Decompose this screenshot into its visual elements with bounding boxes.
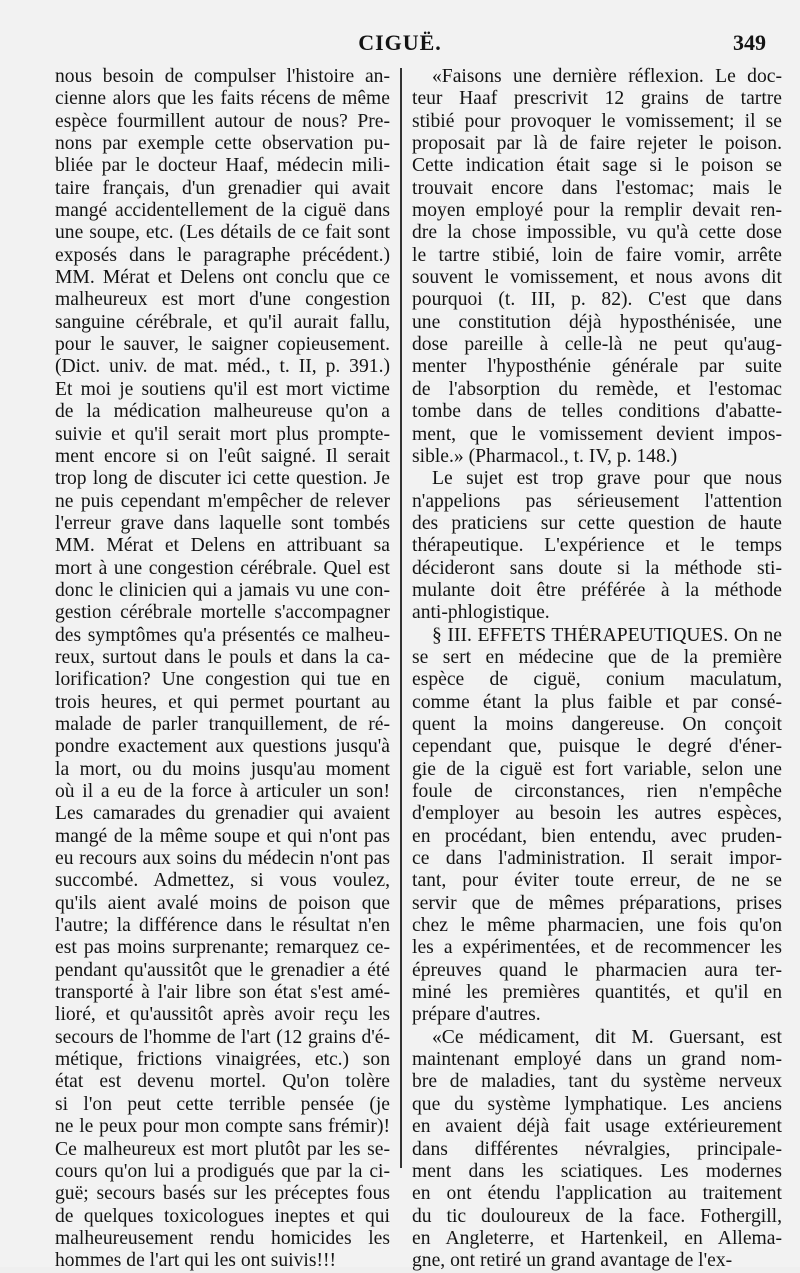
text-line: trouvait encore dans l'estomac; mais le [412, 177, 782, 199]
text-line: transporté à l'air libre son état s'est amé- [55, 982, 390, 1004]
page-number: 349 [733, 30, 766, 55]
text-line: mulante doit être préférée à la méthode [412, 579, 782, 601]
text-line: comme étant la plus faible et par consé- [412, 691, 782, 713]
text-line: de quelques toxicologues ineptes et qui [55, 1205, 390, 1227]
text-line: nons par exemple cette observation pu- [55, 133, 390, 155]
text-line: reux, surtout dans le pouls et dans la ca- [55, 646, 390, 668]
text-line: § III. EFFETS THÉRAPEUTIQUES. On ne [432, 624, 782, 646]
text-line: foule de circonstances, rien n'empêche [412, 781, 782, 802]
text-line: si l'on peut cette terrible pensée (je [55, 1093, 390, 1115]
text-line: tant, pour éviter toute erreur, de ne se [412, 870, 782, 892]
text-line: d'employer au besoin les autres espèces, [412, 803, 782, 825]
text-line: suivie et qu'il serait mort plus prompte- [55, 423, 390, 445]
text-line: ment, que le vomissement devient impos- [412, 423, 782, 445]
text-line: cours qu'on lui a prodigués que par la ci- [55, 1160, 390, 1182]
text-line: teur Haaf prescrivit 12 grains de tartre [412, 88, 782, 110]
text-line: pendant qu'aussitôt que le grenadier a été [55, 959, 390, 981]
text-line: chez le même pharmacien, une fois qu'on [412, 915, 782, 937]
text-line: en Angleterre, et Hartenkeil, en Allema- [412, 1227, 782, 1249]
text-line: de l'absorption du remède, et l'estomac [412, 378, 782, 400]
text-line: dans différentes névralgies, principale- [412, 1138, 782, 1160]
text-line: des praticiens sur cette question de haute [412, 512, 782, 534]
text-line: les a expérimentées, et de recommencer les [412, 937, 782, 959]
text-line: où il a eu de la force à articuler un son! [55, 781, 390, 802]
running-title: CIGUË. [358, 30, 442, 55]
text-line: secours de l'homme de l'art (12 grains d'é- [55, 1026, 390, 1048]
text-line: exposés dans le paragraphe précédent.) [55, 244, 390, 266]
text-line: trois heures, et qui permet pourtant au [55, 691, 390, 713]
text-line: qu'ils aient avalé moins de poison que [55, 892, 390, 914]
text-line: mangé accidentellement de la ciguë dans [55, 200, 390, 222]
text-line: se sert en médecine que de la première [412, 646, 782, 668]
text-line: guë; secours basés sur les préceptes fous [55, 1183, 390, 1205]
text-line: trop long de discuter ici cette question. Je [55, 468, 390, 490]
text-line: malheureux est mort d'une congestion [55, 289, 390, 311]
text-line: n'appelions pas sérieusement l'attention [412, 490, 782, 512]
text-line: maintenant employé dans un grand nom- [412, 1049, 782, 1071]
text-line: donc le clinicien qui a jamais vu une con- [55, 579, 390, 601]
text-line: (Dict. univ. de mat. méd., t. II, p. 391.) [55, 356, 390, 378]
page-header [0, 30, 800, 64]
text-line: sible.» (Pharmacol., t. IV, p. 148.) [412, 445, 678, 467]
text-line: sanguine cérébrale, et qu'il aurait fallu, [55, 311, 390, 333]
text-line: pondre exactement aux questions jusqu'à [55, 736, 390, 758]
text-line: malade de parler tranquillement, de ré- [55, 713, 390, 735]
text-line: stibié pour provoquer le vomissement; il se [412, 110, 782, 132]
text-line: lioré, et qu'aussitôt après avoir reçu les [55, 1004, 390, 1026]
text-line: une soupe, etc. (Les détails de ce fait sont [55, 222, 390, 244]
text-line: la mort, ou du moins jusqu'au moment [55, 758, 390, 780]
text-line: anti-phlogistique. [412, 602, 550, 624]
text-line: ment encore si on l'eût saigné. Il serait [55, 445, 390, 467]
text-line: servir que de mêmes préparations, prises [412, 892, 782, 914]
text-line: épreuves quand le pharmacien aura ter- [412, 959, 782, 981]
text-line: hommes de l'art qui les ont suivis!!! [55, 1250, 337, 1272]
text-line: ne le peux pour mon compte sans frémir)! [55, 1116, 390, 1138]
text-line: cienne alors que les faits récens de même [55, 88, 390, 110]
text-line: proposait par là de faire rejeter le poison. [412, 133, 782, 155]
text-line: «Faisons une dernière réflexion. Le doc- [432, 66, 782, 87]
text-line: en procédant, bien entendu, avec pruden- [412, 825, 782, 847]
text-line: nous besoin de compulser l'histoire an- [55, 66, 390, 87]
text-line: gestion cérébrale mortelle s'accompagner [55, 602, 390, 624]
right-column [412, 66, 782, 1273]
text-line: eu recours aux soins du médecin n'ont pas [55, 848, 390, 870]
text-line: souvent le vomissement, et nous avons dit [412, 267, 782, 289]
text-line: état est devenu mortel. Qu'on tolère [55, 1071, 390, 1093]
text-line: que du système lymphatique. Les anciens [412, 1093, 782, 1115]
text-line: prépare d'autres. [412, 1004, 541, 1026]
text-line: le tartre stibié, loin de faire vomir, arrête [412, 244, 782, 266]
text-line: métique, frictions vinaigrées, etc.) son [55, 1049, 390, 1071]
text-line: malheureusement rendu homicides les [55, 1227, 390, 1249]
text-line: menter l'hyposthénie générale par suite [412, 356, 782, 378]
text-line: lorification? Une congestion qui tue en [55, 669, 390, 691]
text-line: quent la moins dangereuse. On conçoit [412, 713, 782, 735]
text-line: ne puis cependant m'empêcher de relever [55, 490, 390, 512]
text-line: Le sujet est trop grave pour que nous [432, 468, 782, 490]
text-line: Cette indication était sage si le poison se [412, 155, 782, 177]
column-divider [400, 68, 402, 1168]
text-line: l'autre; la différence dans le résultat n'en [55, 915, 390, 937]
text-line: pour le sauver, le saigner copieusement. [55, 334, 390, 356]
text-line: succombé. Admettez, si vous voulez, [55, 870, 390, 892]
text-line: décideront sans doute si la méthode sti- [412, 557, 782, 579]
text-line: Ce malheureux est mort plutôt par les se- [55, 1138, 390, 1160]
text-line: des symptômes qu'a présentés ce malheu- [55, 624, 390, 646]
text-line: MM. Mérat et Delens en attribuant sa [55, 535, 390, 557]
text-line: de la médication malheureuse qu'on a [55, 401, 390, 423]
text-line: moyen employé pour la remplir devait ren- [412, 200, 782, 222]
text-line: taire français, d'un grenadier qui avait [55, 177, 390, 199]
text-line: dose pareille à celle-là ne peut qu'aug- [412, 334, 782, 356]
left-column [55, 66, 390, 1273]
text-line: miné les premières quantités, et qu'il en [412, 982, 782, 1004]
text-line: pourquoi (t. III, p. 82). C'est que dans [412, 289, 782, 311]
text-line: Les camarades du grenadier qui avaient [55, 803, 390, 825]
text-line: en avaient déjà fait usage extérieurement [412, 1116, 782, 1138]
text-line: espèce fourmillent autour de nous? Pre- [55, 110, 390, 132]
text-line: tombe dans de telles conditions d'abatte- [412, 401, 782, 423]
text-line: espèce de ciguë, conium maculatum, [412, 669, 782, 691]
text-line: ment dans les sciatiques. Les modernes [412, 1160, 782, 1182]
text-line: «Ce médicament, dit M. Guersant, est [432, 1026, 782, 1048]
text-line: du tic douloureux de la face. Fothergill, [412, 1205, 782, 1227]
text-line: bliée par le docteur Haaf, médecin mili- [55, 155, 390, 177]
text-line: thérapeutique. L'expérience et le temps [412, 535, 782, 557]
text-line: une constitution déjà hyposthénisée, une [412, 311, 782, 333]
text-line: est pas moins surprenante; remarquez ce- [55, 937, 390, 959]
text-line: gie de la ciguë est fort variable, selon une [412, 758, 782, 780]
text-line: gne, ont retiré un grand avantage de l'ex- [412, 1250, 733, 1272]
text-line: mangé de la même soupe et qui n'ont pas [55, 825, 390, 847]
text-line: MM. Mérat et Delens ont conclu que ce [55, 267, 390, 289]
text-line: Et moi je soutiens qu'il est mort victime [55, 378, 390, 400]
text-line: en ont étendu l'application au traitement [412, 1183, 782, 1205]
text-line: ce dans l'administration. Il serait impor- [412, 848, 782, 870]
text-line: dre la chose impossible, vu qu'à cette dose [412, 222, 782, 244]
text-line: mort à une congestion cérébrale. Quel est [55, 557, 390, 579]
text-line: bre de maladies, tant du système nerveux [412, 1071, 782, 1093]
text-line: cependant que, puisque le degré d'éner- [412, 736, 782, 758]
text-line: l'erreur grave dans laquelle sont tombés [55, 512, 390, 534]
